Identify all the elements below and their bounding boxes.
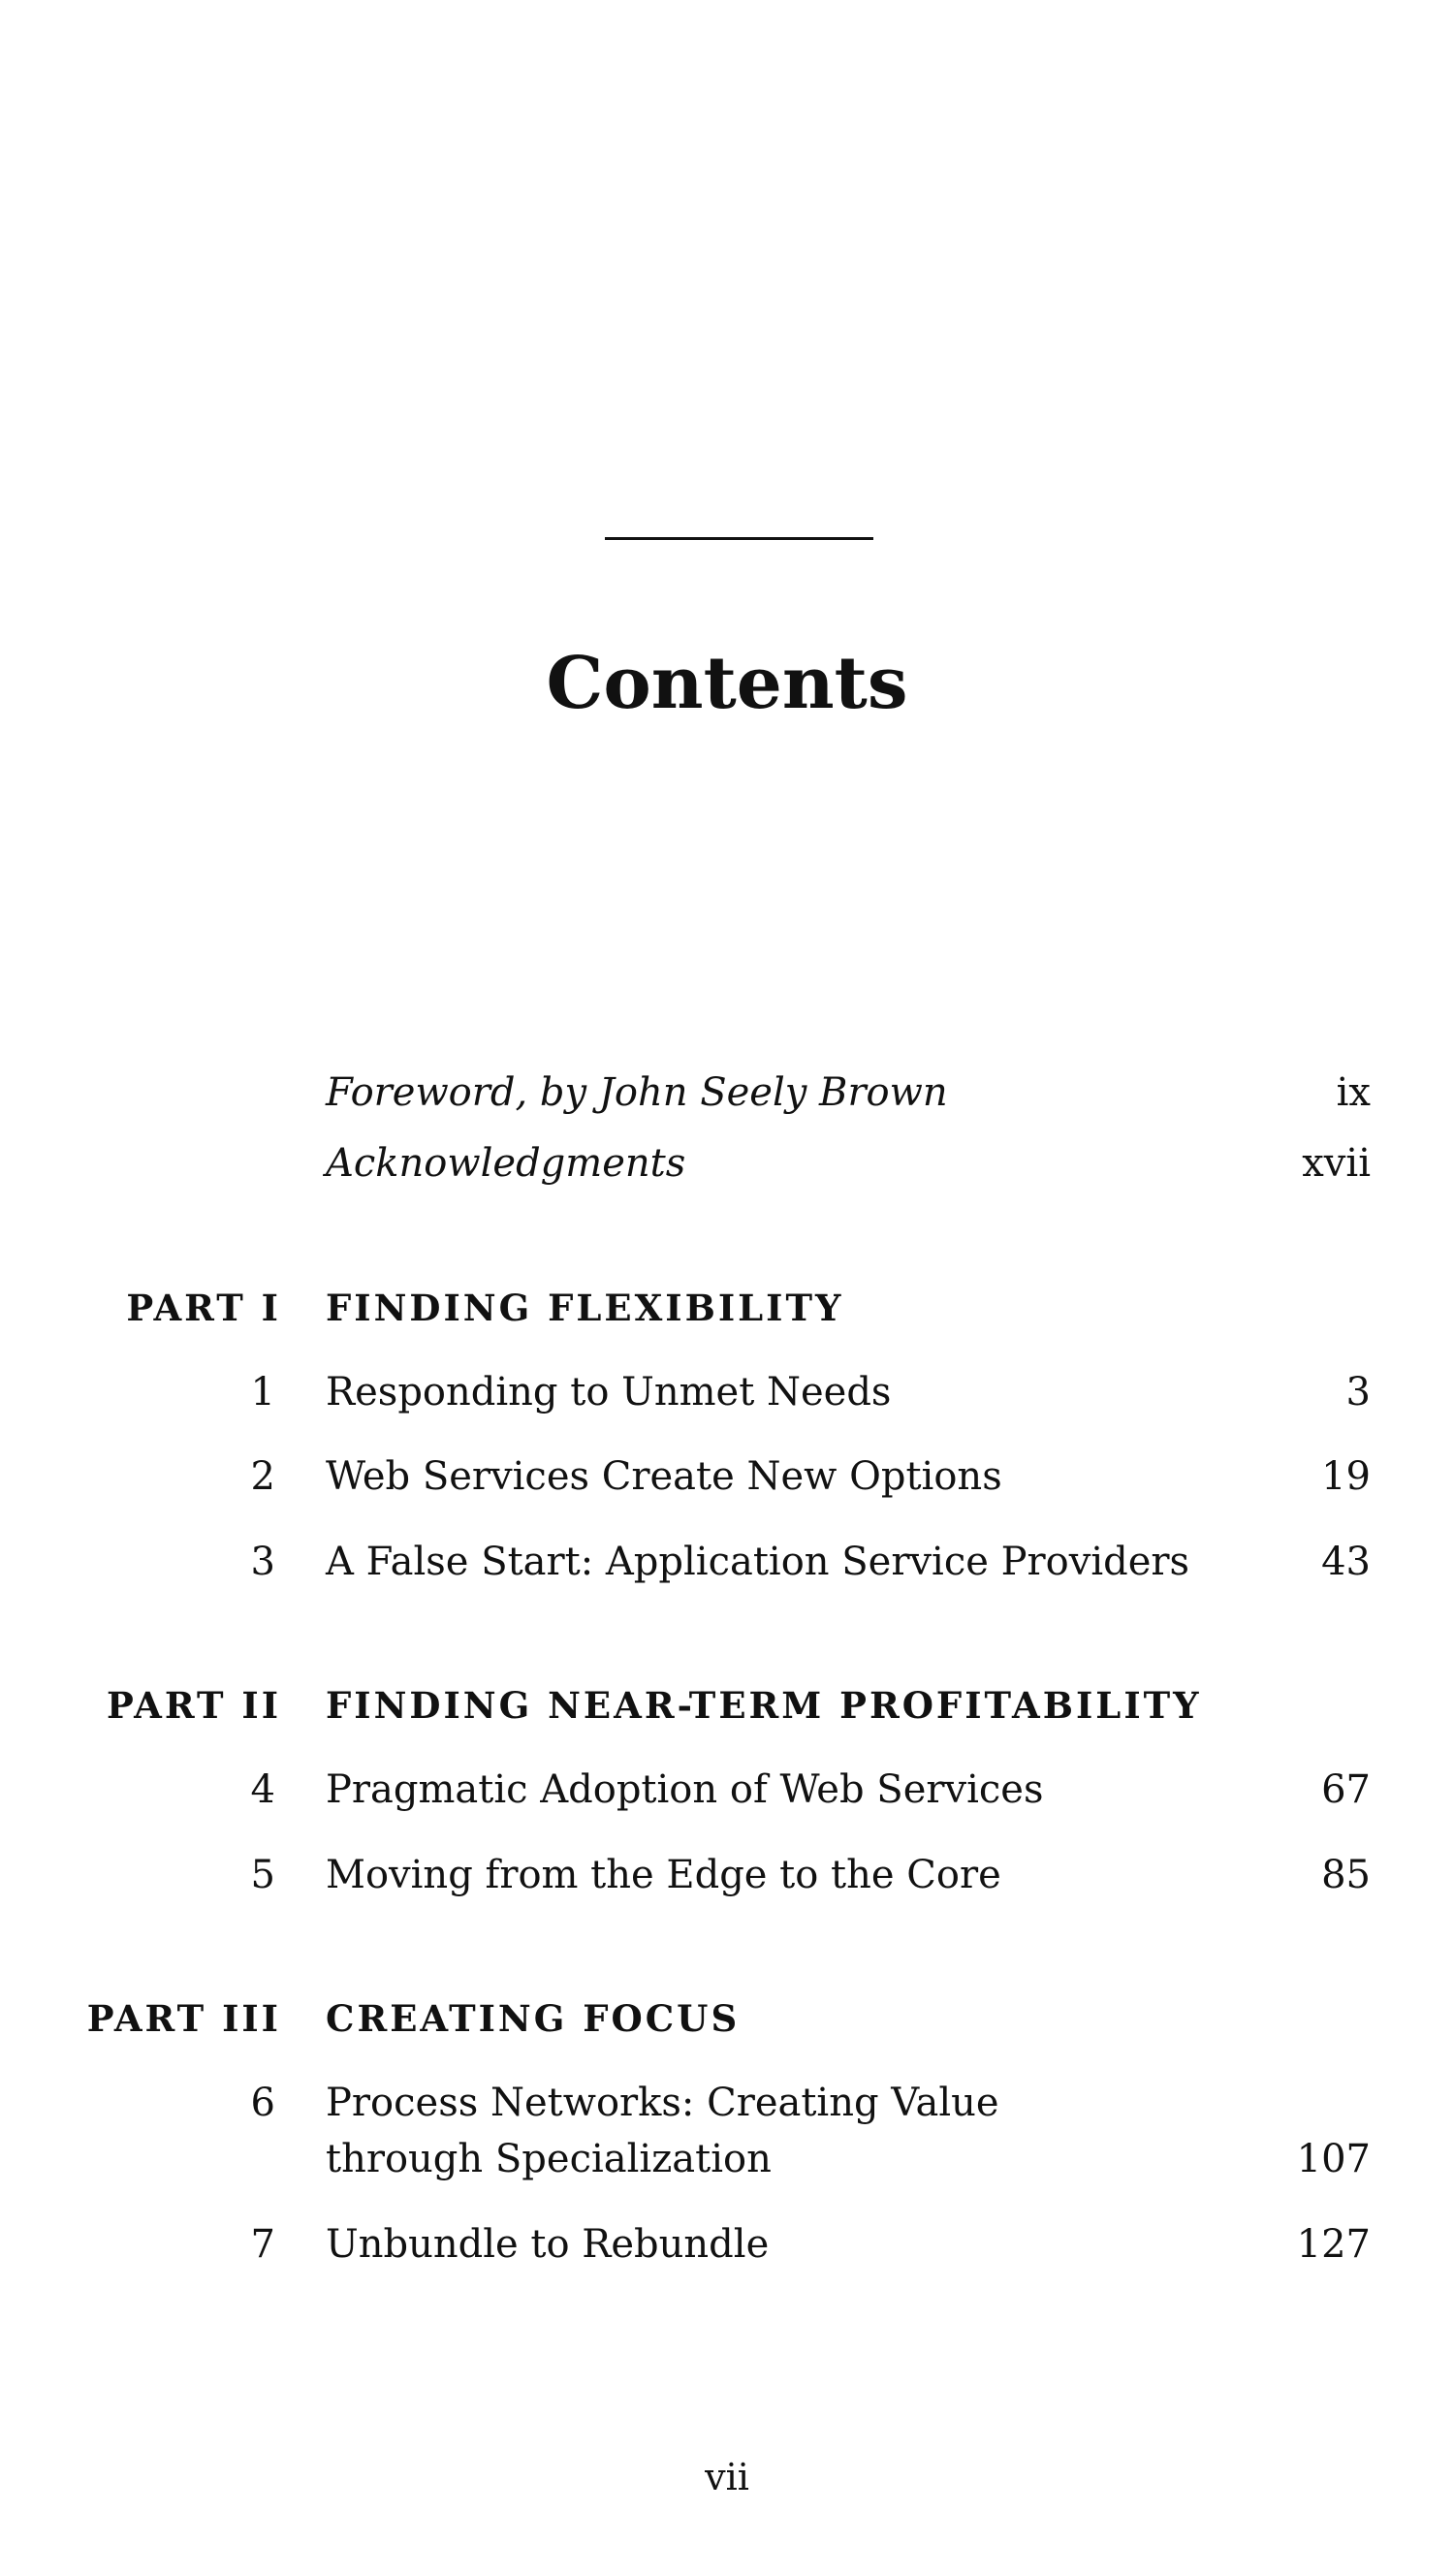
chapter-page: 107 <box>1296 2137 1371 2181</box>
chapter-title: Web Services Create New Options <box>326 1454 1002 1499</box>
chapter-page: 127 <box>1296 2222 1371 2267</box>
chapter-number: 5 <box>250 1853 275 1897</box>
chapter-number: 7 <box>250 2222 275 2267</box>
chapter-title-line-2: through Specialization <box>326 2137 772 2181</box>
chapter-page: 19 <box>1321 1454 1371 1499</box>
page-title: Contents <box>546 642 908 725</box>
chapter-title: Pragmatic Adoption of Web Services <box>326 1767 1044 1812</box>
page-folio: vii <box>705 2456 749 2498</box>
part-title: FINDING NEAR-TERM PROFITABILITY <box>326 1684 1202 1727</box>
chapter-page: 67 <box>1321 1767 1371 1812</box>
chapter-page: 3 <box>1345 1370 1371 1415</box>
chapter-number: 1 <box>250 1370 275 1415</box>
toc-entry-page: ix <box>1336 1070 1371 1115</box>
chapter-title-line-1: Process Networks: Creating Value <box>326 2081 999 2125</box>
chapter-number: 2 <box>250 1454 275 1499</box>
chapter-title: Responding to Unmet Needs <box>326 1370 892 1415</box>
chapter-page: 85 <box>1321 1853 1371 1897</box>
toc-entry-title: Acknowledgments <box>326 1141 686 1186</box>
chapter-title: Unbundle to Rebundle <box>326 2222 770 2267</box>
part-title: FINDING FLEXIBILITY <box>326 1287 844 1329</box>
part-title: CREATING FOCUS <box>326 1997 741 2040</box>
part-label: PART I <box>126 1287 281 1329</box>
chapter-number: 4 <box>250 1767 275 1812</box>
part-label: PART II <box>107 1684 281 1727</box>
toc-entry-page: xvii <box>1302 1141 1371 1186</box>
chapter-number: 6 <box>250 2081 275 2125</box>
chapter-title: Moving from the Edge to the Core <box>326 1853 1001 1897</box>
part-label: PART III <box>86 1997 281 2040</box>
chapter-number: 3 <box>250 1540 275 1584</box>
chapter-title: A False Start: Application Service Providers <box>326 1540 1190 1584</box>
chapter-page: 43 <box>1321 1540 1371 1584</box>
toc-entry-title: Foreword, by John Seely Brown <box>326 1070 948 1115</box>
